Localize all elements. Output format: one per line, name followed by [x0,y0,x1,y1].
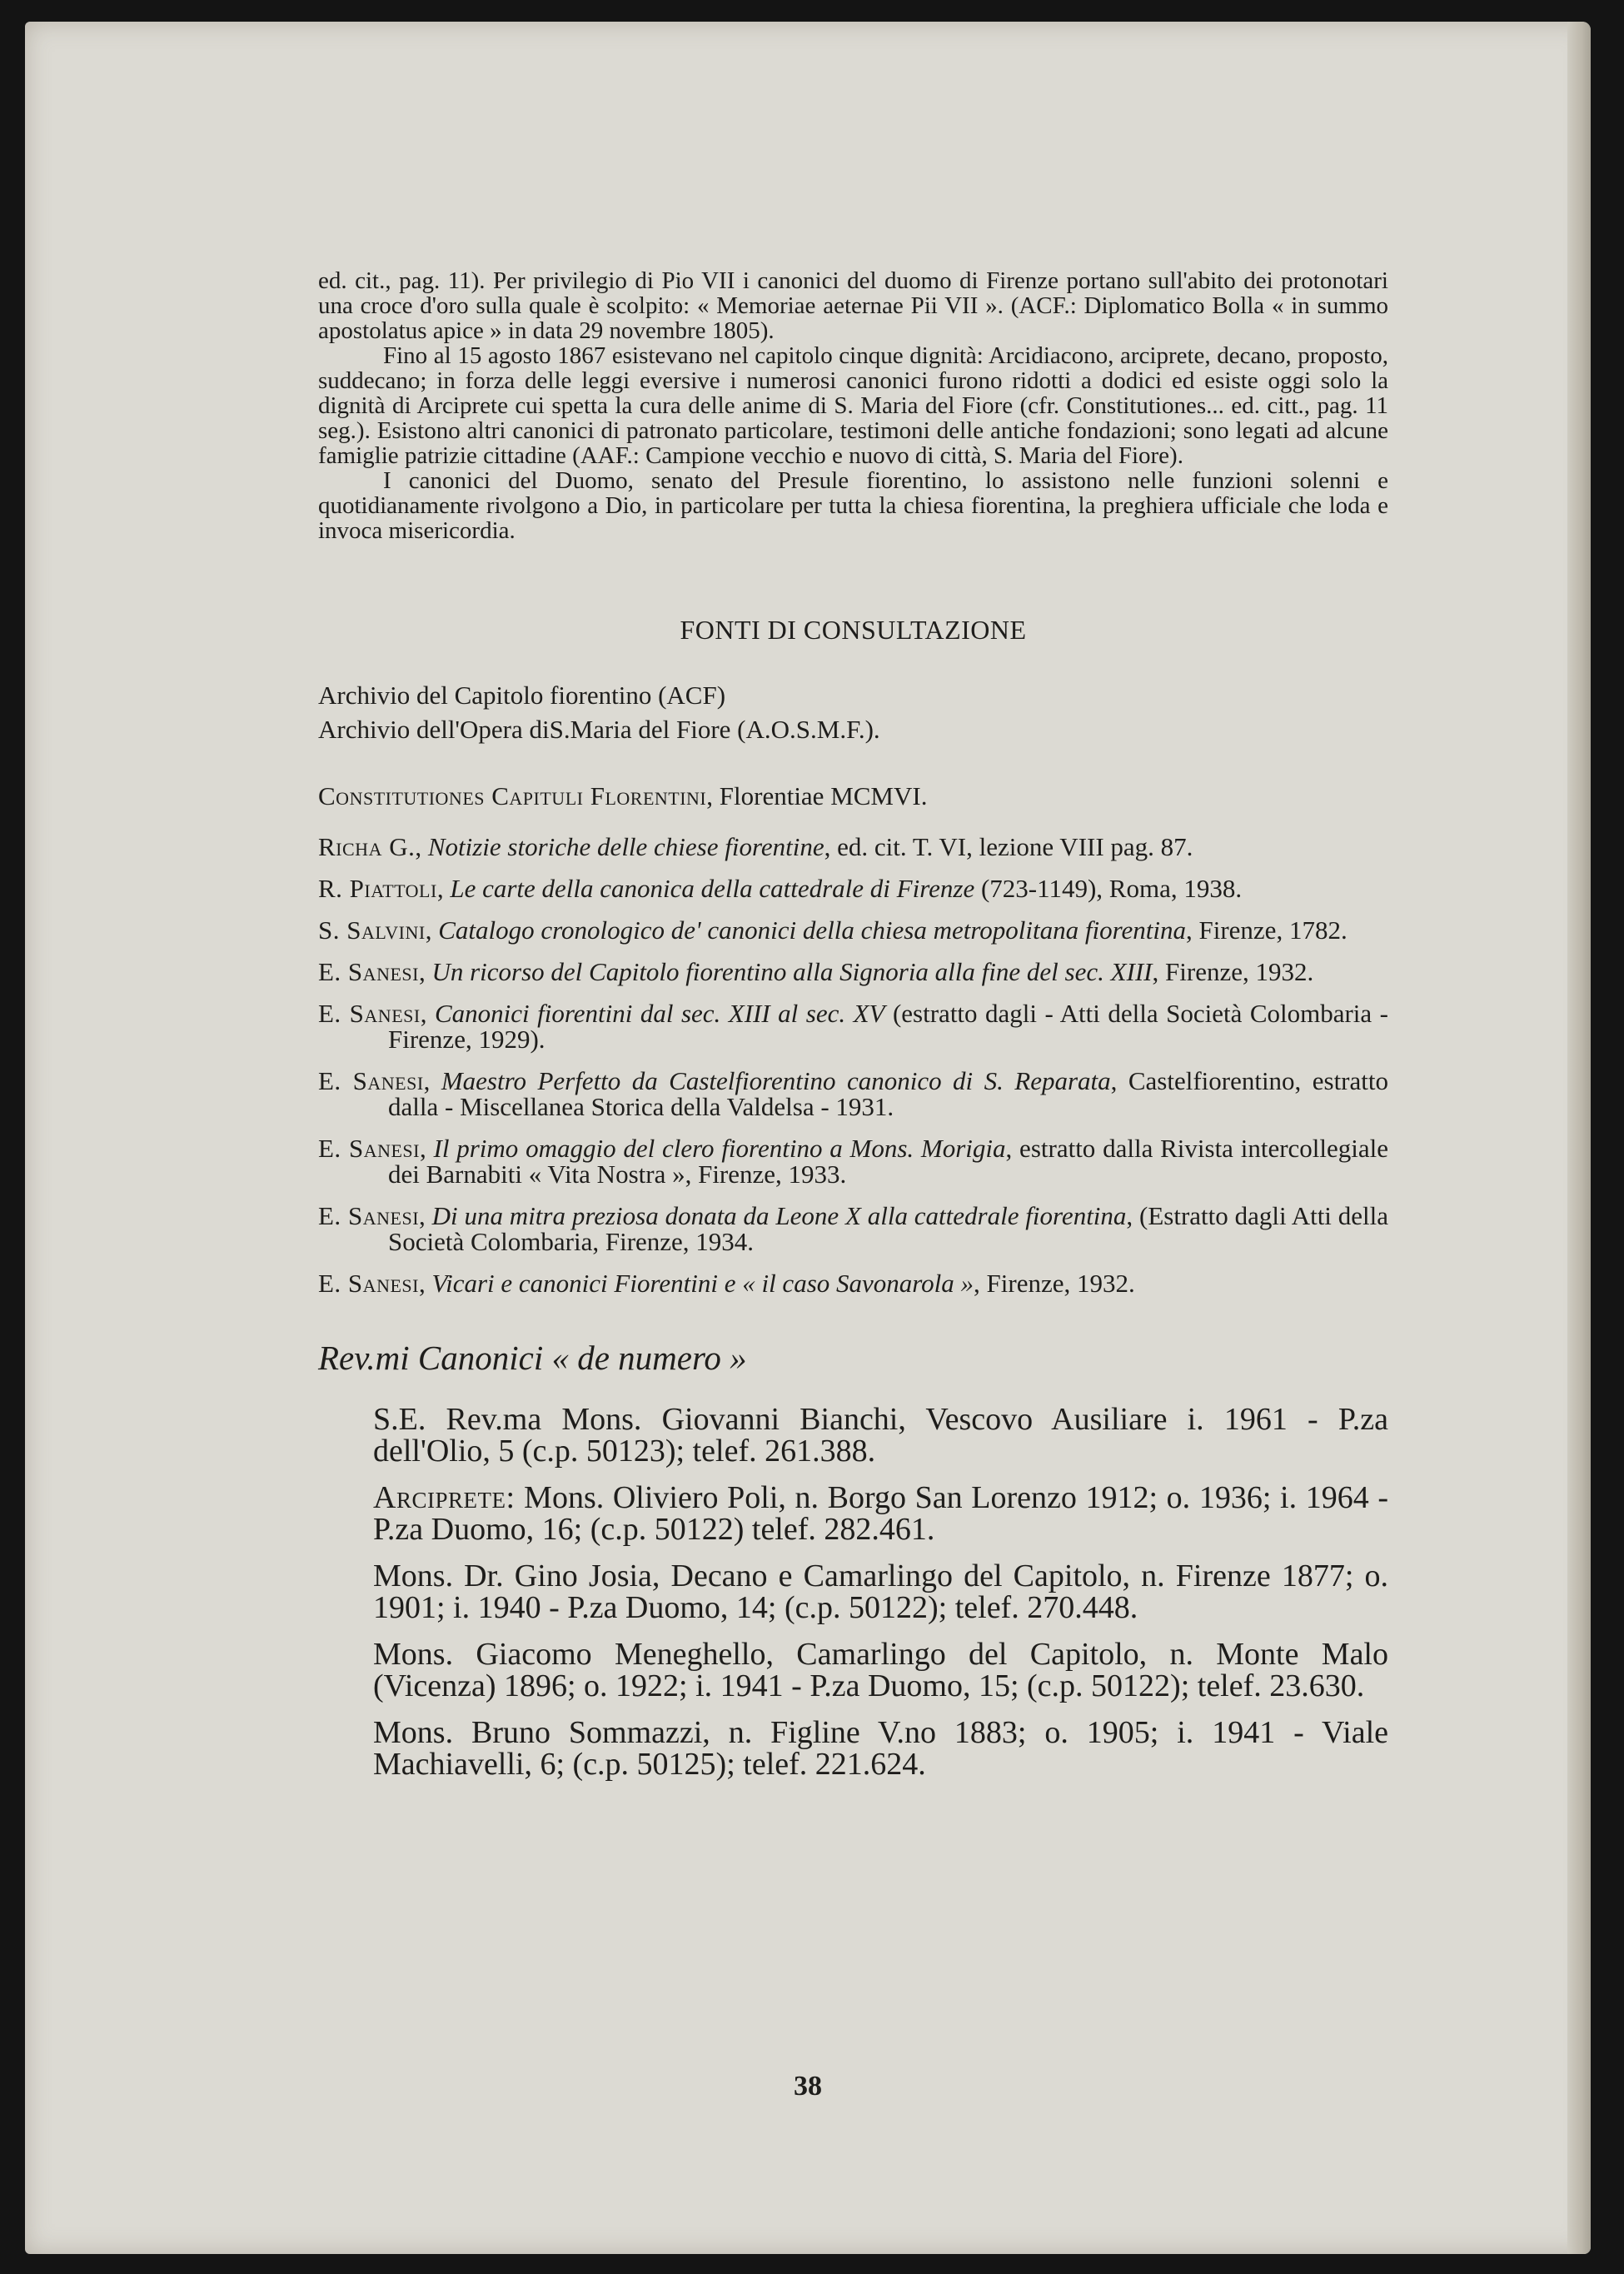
page-content [318,268,1388,1795]
bib-rest: , Firenze, 1782. [1185,915,1348,945]
bibliography-entry [318,783,1388,809]
canon-entry [373,1560,1388,1623]
page-number: 38 [794,2071,822,2102]
bibliography-entry: E. Sanesi, Canonici fiorentini dal sec. XIII al sec. XV (estratto dagli - Atti della Società Colombaria - Firenze, 1929). [318,999,1388,1054]
canon-text: Mons. Oliviero Poli, n. Borgo San Lorenzo 1912; o. 1936; i. 1964 - P.za Duomo, 16; (c.p. 50122) telef. 282.461. [373,1480,1388,1547]
bib-title: Vicari e canonici Fiorentini e « il caso Savonarola » [431,1269,974,1298]
bib-author: S. Salvini [318,915,426,945]
canon-entry [373,1638,1388,1702]
bibliography-list [318,783,1388,1296]
canons-heading: Rev.mi Canonici « de numero » [318,1339,747,1377]
canon-text: Mons. Dr. Gino Josia, Decano e Camarlingo del Capitolo, n. Firenze 1877; o. 1901; i. 1940 - P.za Duomo, 14; (c.p. 50122); telef. 270.448. [373,1558,1388,1625]
bib-author: Richa G. [318,832,416,861]
bib-title: Catalogo cronologico de' canonici della chiesa metropolitana fiorentina [438,915,1186,945]
bib-rest: , Florentiae MCMVI. [706,781,928,810]
bibliography-entry: R. Piattoli, Le carte della canonica della cattedrale di Firenze (723-1149), Roma, 1938. [318,874,1243,903]
bib-rest: , (Estratto dagli Atti della Società Colombaria, Firenze, 1934. [388,1201,1388,1256]
bib-rest: , ed. cit. T. VI, lezione VIII pag. 87. [824,832,1193,861]
bib-title: Un ricorso del Capitolo fiorentino alla Signoria alla fine del sec. XIII [431,957,1153,986]
bib-author: E. Sanesi [318,1201,420,1230]
archive-line: Archivio dell'Opera diS.Maria del Fiore (A.O.S.M.F.). [318,715,880,744]
bib-title: Le carte della canonica della cattedrale di Firenze [450,874,975,903]
bibliography-entry: E. Sanesi, Di una mitra preziosa donata da Leone X alla cattedrale fiorentina, (Estratto dagli Atti della Società Colombaria, Firenze, 1934. [318,1201,1388,1256]
canon-text: Mons. Giacomo Meneghello, Camarlingo del Capitolo, n. Monte Malo (Vicenza) 1896; o. 1922; i. 1941 - P.za Duomo, 15; (c.p. 50122); telef. 23.630. [373,1637,1388,1703]
bib-title: Notizie storiche delle chiese fiorentine [427,832,824,861]
bib-rest: , estratto dalla Rivista intercollegiale dei Barnabiti « Vita Nostra », Firenze, 1933. [388,1134,1389,1189]
bibliography-entry: E. Sanesi, Il primo omaggio del clero fiorentino a Mons. Morigia, estratto dalla Rivista intercollegiale dei Barnabiti « Vita Nostra », Firenze, 1933. [318,1134,1389,1189]
book-page [25,22,1591,2254]
intro-paragraph: I canonici del Duomo, senato del Presule fiorentino, lo assistono nelle funzioni solenni e quotidianamente rivolgono a Dio, in particolare per tutta la chiesa fiorentina, la preghiera ufficiale che loda e invoca misericordia. [318,467,1388,544]
bib-author: E. Sanesi [318,1066,424,1095]
canon-lead: Arciprete: [373,1480,516,1515]
bib-title: Canonici fiorentini dal sec. XIII al sec. XV [434,999,885,1028]
bib-author: E. Sanesi [318,957,419,986]
bib-title: Maestro Perfetto da Castelfiorentino canonico di S. Reparata [441,1066,1111,1095]
page-edge [1567,22,1591,2254]
bibliography-entry: E. Sanesi, Un ricorso del Capitolo fiorentino alla Signoria alla fine del sec. XIII, Firenze, 1932. [318,957,1314,986]
bib-rest: (723-1149), Roma, 1938. [974,874,1243,903]
bib-rest: , Firenze, 1932. [974,1269,1135,1298]
bibliography-entry: E. Sanesi, Vicari e canonici Fiorentini e « il caso Savonarola », Firenze, 1932. [318,1269,1135,1298]
canon-entry [373,1482,1388,1545]
archive-line: Archivio del Capitolo fiorentino (ACF) [318,681,726,710]
bib-author: R. Piattoli [318,874,437,903]
bib-author: E. Sanesi [318,999,421,1028]
bib-author: Constitutiones Capituli Florentini [318,781,707,810]
bib-title: Di una mitra preziosa donata da Leone X alla cattedrale fiorentina [431,1201,1127,1230]
bib-rest: , Firenze, 1932. [1152,957,1314,986]
bibliography-entry: Richa G., Notizie storiche delle chiese fiorentine, ed. cit. T. VI, lezione VIII pag. 87. [318,832,1193,861]
bib-author: E. Sanesi [318,1269,419,1298]
intro-paragraph: Fino al 15 agosto 1867 esistevano nel capitolo cinque dignità: Arcidiacono, arciprete, decano, proposto, suddecano; in forza delle leggi eversive i numerosi canonici furono ridotti a dodici ed esiste oggi solo la dignità di Arciprete cui spetta la cura delle anime di S. Maria del Fiore (cfr. Constitutiones... ed. citt., pag. 11 seg.). Esistono altri canonici di patronato particolare, testimoni delle antiche fondazioni; sono legati ad alcune famiglie patrizie cittadine (AAF.: Campione vecchio e nuovo di città, S. Maria del Fiore). [318,342,1388,469]
canons-list [318,1404,1388,1780]
intro-paragraph: ed. cit., pag. 11). Per privilegio di Pio VII i canonici del duomo di Firenze portano sull'abito dei protonotari una croce d'oro sulla quale è scolpito: « Memoriae aeternae Pii VII ». (ACF.: Diplomatico Bolla « in summo apostolatus apice » in data 29 novembre 1805). [318,267,1388,344]
bibliography-entry: S. Salvini, Catalogo cronologico de' canonici della chiesa metropolitana fiorentina, Firenze, 1782. [318,915,1348,945]
bibliography-entry: E. Sanesi, Maestro Perfetto da Castelfiorentino canonico di S. Reparata, Castelfiorentino, estratto dalla - Miscellanea Storica della Valdelsa - 1931. [318,1066,1388,1121]
bib-rest: (estratto dagli - Atti della Società Colombaria - Firenze, 1929). [388,999,1388,1054]
canon-entry [373,1404,1388,1467]
canon-entry [373,1717,1388,1780]
bib-title: Il primo omaggio del clero fiorentino a Mons. Morigia [433,1134,1006,1163]
sources-title: FONTI DI CONSULTAZIONE [680,615,1027,645]
canon-text: S.E. Rev.ma Mons. Giovanni Bianchi, Vescovo Ausiliare i. 1961 - P.za dell'Olio, 5 (c.p. 50123); telef. 261.388. [373,1402,1388,1469]
bib-rest: , Castelfiorentino, estratto dalla - Miscellanea Storica della Valdelsa - 1931. [388,1066,1388,1121]
canon-text: Mons. Bruno Sommazzi, n. Figline V.no 1883; o. 1905; i. 1941 - Viale Machiavelli, 6; (c.p. 50125); telef. 221.624. [373,1715,1388,1782]
bib-author: E. Sanesi [318,1134,420,1163]
